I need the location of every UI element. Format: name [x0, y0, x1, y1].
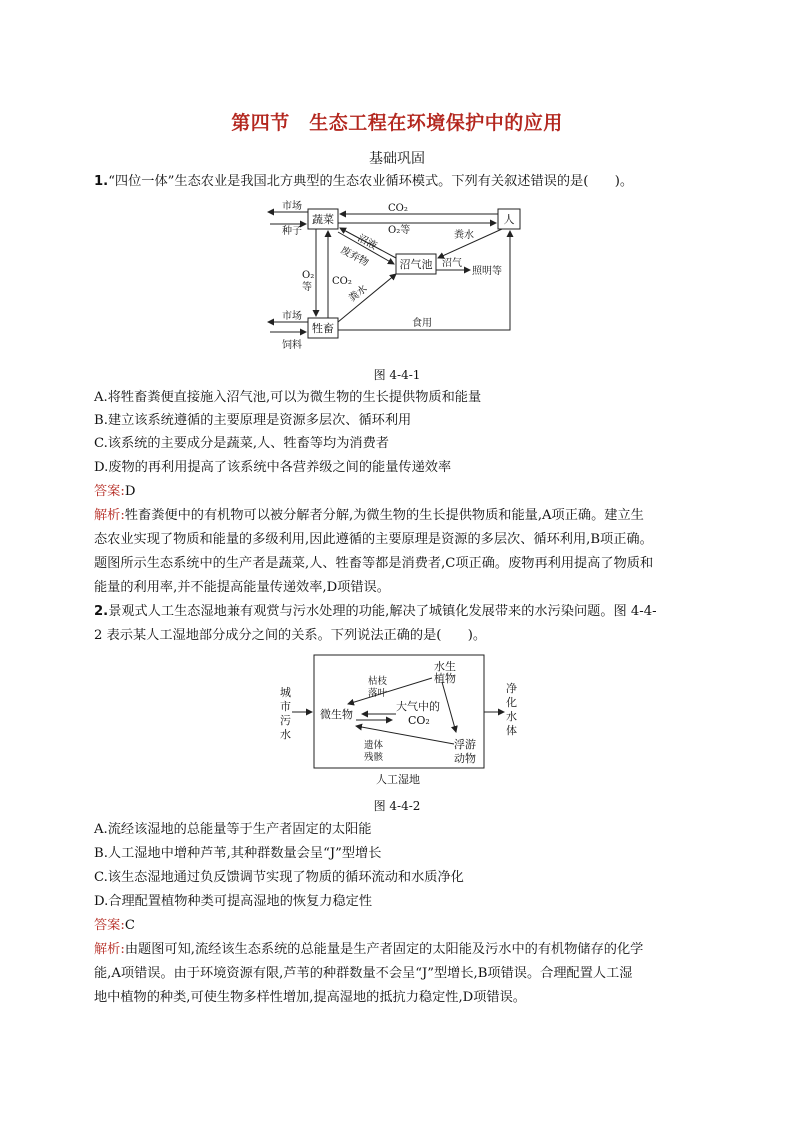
label-biogas-liquid: 沼液 [355, 232, 379, 253]
q2-answer-value: C [124, 918, 135, 933]
label-edible: 食用 [412, 318, 432, 329]
label-remains-1: 遗体 [364, 740, 384, 751]
q1-stem [94, 170, 704, 193]
q2-analysis-line-1 [94, 938, 704, 961]
q2-option-b: B.人工湿地中增种芦苇,其种群数量会呈“J”型增长 [94, 846, 382, 861]
q1-analysis-line-2: 态农业实现了物质和能量的多级利用,因此遵循的主要原理是资源的多层次、循环利用,B项正确。 [94, 532, 653, 547]
q1-analysis-text-1: 牲畜粪便中的有机物可以被分解者分解,为微生物的生长提供物质和能量,A项正确。建立生 [124, 508, 644, 523]
figure-4-4-1 [262, 198, 534, 354]
q1-analysis-label: 解析: [94, 508, 125, 523]
q1-option-d: D.废物的再利用提高了该系统中各营养级之间的能量传递效率 [94, 460, 452, 475]
inflow-char-2: 市 [280, 700, 291, 713]
inflow-char-4: 水 [280, 728, 291, 741]
label-biogas: 沼气 [442, 258, 462, 269]
label-market-top: 市场 [282, 201, 302, 212]
q2-analysis-text-1: 由题图可知,流经该生态系统的总能量是生产者固定的太阳能及污水中的有机物储存的化学 [124, 942, 644, 957]
q1-answer [94, 480, 704, 503]
inflow-char-1: 城 [280, 686, 291, 699]
q2-stem-line-2: 2 表示某人工湿地部分成分之间的关系。下列说法正确的是( )。 [94, 628, 487, 643]
label-o2-left-2: 等 [302, 282, 312, 293]
label-waste: 废弃物 [338, 244, 371, 269]
label-remains-2: 残骸 [364, 752, 384, 763]
q1-option-c: C.该系统的主要成分是蔬菜,人、牲畜等均为消费者 [94, 436, 389, 451]
label-litter-1: 枯枝 [368, 676, 388, 687]
outflow-char-2: 化 [506, 696, 517, 709]
figure-4-4-2-caption: 图 4-4-2 [373, 799, 421, 813]
q2-option-c: C.该生态湿地通过负反馈调节实现了物质的循环流动和水质净化 [94, 870, 464, 885]
q2-option-a: A.流经该湿地的总能量等于生产者固定的太阳能 [94, 822, 372, 837]
q1-option-b: B.建立该系统遵循的主要原理是资源多层次、循环利用 [94, 413, 412, 428]
label-market-bottom: 市场 [282, 311, 302, 322]
page-title: 第四节 生态工程在环境保护中的应用 [231, 112, 563, 134]
node-atmosphere-1: 大气中的 [396, 700, 440, 713]
label-litter-2: 落叶 [368, 688, 388, 699]
node-livestock: 牲畜 [312, 322, 334, 335]
label-lighting: 照明等 [472, 266, 502, 277]
q2-option-d: D.合理配置植物种类可提高湿地的恢复力稳定性 [94, 894, 373, 909]
figure-4-4-1-caption: 图 4-4-1 [373, 368, 421, 382]
label-o2-etc-top: O₂等 [388, 225, 411, 236]
label-manure-mid: 粪水 [347, 283, 370, 305]
q2-stem-text-1: 景观式人工生态湿地兼有观赏与污水处理的功能,解决了城镇化发展带来的水污染问题。图 4-4- [108, 604, 657, 619]
node-plankton-2: 动物 [454, 752, 476, 765]
q2-stem-line-1 [94, 600, 704, 623]
node-aquatic-plants-1: 水生 [434, 660, 456, 673]
node-vegetables: 蔬菜 [312, 213, 334, 226]
q2-analysis-label: 解析: [94, 942, 125, 957]
q1-answer-value: D [124, 484, 136, 499]
label-co2-mid: CO₂ [332, 276, 352, 287]
node-atmosphere-2: CO₂ [408, 714, 430, 727]
label-seed: 种子 [282, 226, 302, 237]
q2-answer-label: 答案: [94, 918, 125, 933]
q1-analysis-line-1 [94, 504, 704, 527]
q1-answer-label: 答案: [94, 484, 125, 499]
wetland-label: 人工湿地 [376, 773, 420, 786]
q2-number: 2. [94, 604, 109, 619]
outflow-char-4: 体 [506, 724, 517, 737]
figure-4-4-2 [272, 652, 524, 790]
q2-analysis-line-3: 地中植物的种类,可使生物多样性增加,提高湿地的抵抗力稳定性,D项错误。 [94, 990, 526, 1005]
label-feed: 饲料 [282, 340, 302, 351]
q1-stem-text: “四位一体”生态农业是我国北方典型的生态农业循环模式。下列有关叙述错误的是( )。 [108, 174, 634, 189]
label-co2-top: CO₂ [388, 203, 408, 214]
q1-number: 1. [94, 174, 109, 189]
node-plankton-1: 浮游 [454, 738, 476, 751]
q2-answer [94, 914, 704, 937]
q1-analysis-line-4: 能量的利用率,并不能提高能量传递效率,D项错误。 [94, 580, 390, 595]
q1-option-a: A.将牲畜粪便直接施入沼气池,可以为微生物的生长提供物质和能量 [94, 390, 482, 405]
outflow-char-1: 净 [506, 682, 517, 695]
section-heading: 基础巩固 [369, 151, 425, 167]
label-manure-right: 粪水 [454, 230, 474, 241]
outflow-char-3: 水 [506, 710, 517, 723]
node-human: 人 [503, 213, 515, 226]
node-aquatic-plants-2: 植物 [434, 672, 456, 685]
inflow-char-3: 污 [280, 714, 291, 727]
node-biogas-pool: 沼气池 [399, 258, 433, 271]
node-microbes: 微生物 [320, 708, 353, 721]
q1-analysis-line-3: 题图所示生态系统中的生产者是蔬菜,人、牲畜等都是消费者,C项正确。废物再利用提高了物质和 [94, 556, 654, 571]
label-o2-left-1: O₂ [302, 270, 315, 281]
q2-analysis-line-2: 能,A项错误。由于环境资源有限,芦苇的种群数量不会呈“J”型增长,B项错误。合理配置人工湿 [94, 966, 633, 981]
